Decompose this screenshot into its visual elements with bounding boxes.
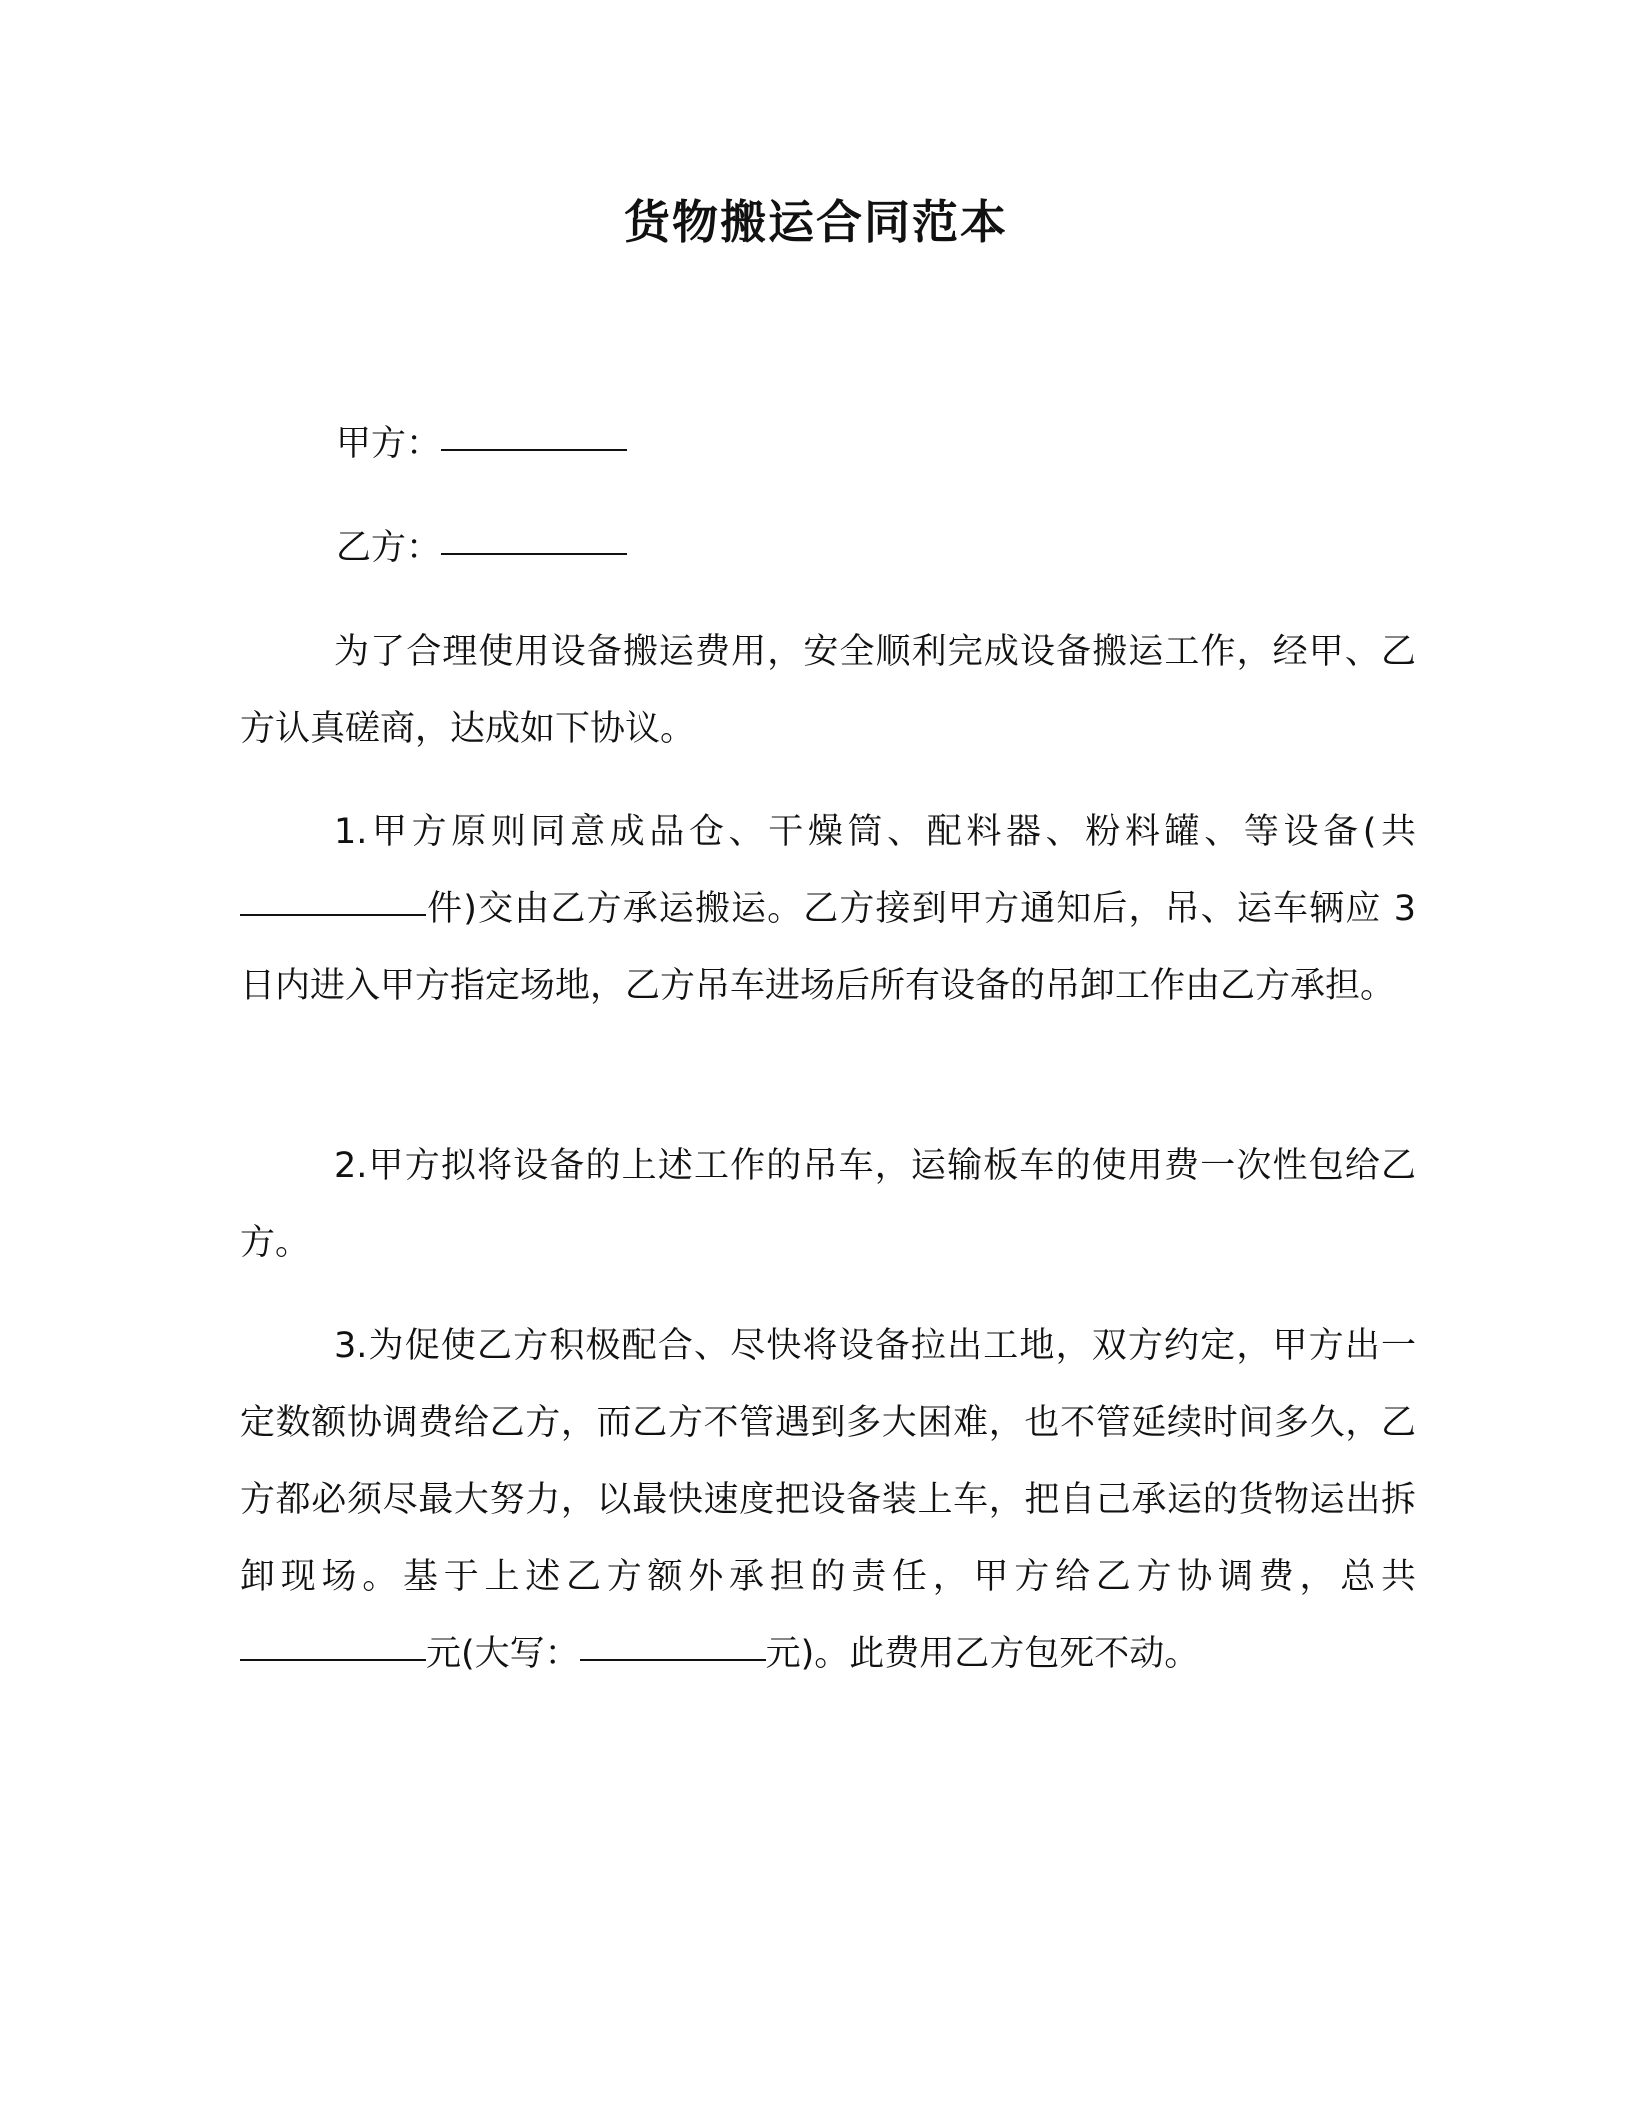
clause-2: 2.甲方拟将设备的上述工作的吊车，运输板车的使用费一次性包给乙方。 <box>240 1146 1416 1263</box>
clause-1-quantity-blank[interactable] <box>240 913 426 916</box>
clause-3-text-c: 元)。此费用乙方包死不动。 <box>765 1634 1200 1674</box>
party-b-line <box>336 524 627 572</box>
clause-3-text-b: 元(大写： <box>426 1634 580 1674</box>
party-a-label: 甲方： <box>336 424 442 464</box>
clause-3 <box>240 1308 1416 1693</box>
party-a-blank[interactable] <box>441 448 627 451</box>
clause-1-text-a: 1.甲方原则同意成品仓、干燥筒、配料器、粉料罐、等设备(共 <box>334 812 1416 852</box>
document-title: 货物搬运合同范本 <box>624 195 1008 249</box>
intro-paragraph: 为了合理使用设备搬运费用，安全顺利完成设备搬运工作，经甲、乙方认真磋商，达成如下协议。 <box>240 632 1416 749</box>
party-a-line <box>336 420 627 468</box>
clause-3-text-a: 3.为促使乙方积极配合、尽快将设备拉出工地，双方约定，甲方出一定数额协调费给乙方，而乙方不管遇到多大困难，也不管延续时间多久，乙方都必须尽最大努力，以最快速度把设备装上车，把自己承运的货物运出拆卸现场。基于上述乙方额外承担的责任，甲方给乙方协调费，总共 <box>240 1326 1416 1597</box>
clause-3-amount-blank[interactable] <box>240 1658 426 1661</box>
clause-1 <box>240 794 1416 1025</box>
clause-1-text-b: 件)交由乙方承运搬运。乙方接到甲方通知后，吊、运车辆应 3 日内进入甲方指定场地，乙方吊车进场后所有设备的吊卸工作由乙方承担。 <box>240 889 1416 1006</box>
clause-3-amount-words-blank[interactable] <box>580 1658 766 1661</box>
party-b-label: 乙方： <box>336 528 442 568</box>
party-b-blank[interactable] <box>441 552 627 555</box>
